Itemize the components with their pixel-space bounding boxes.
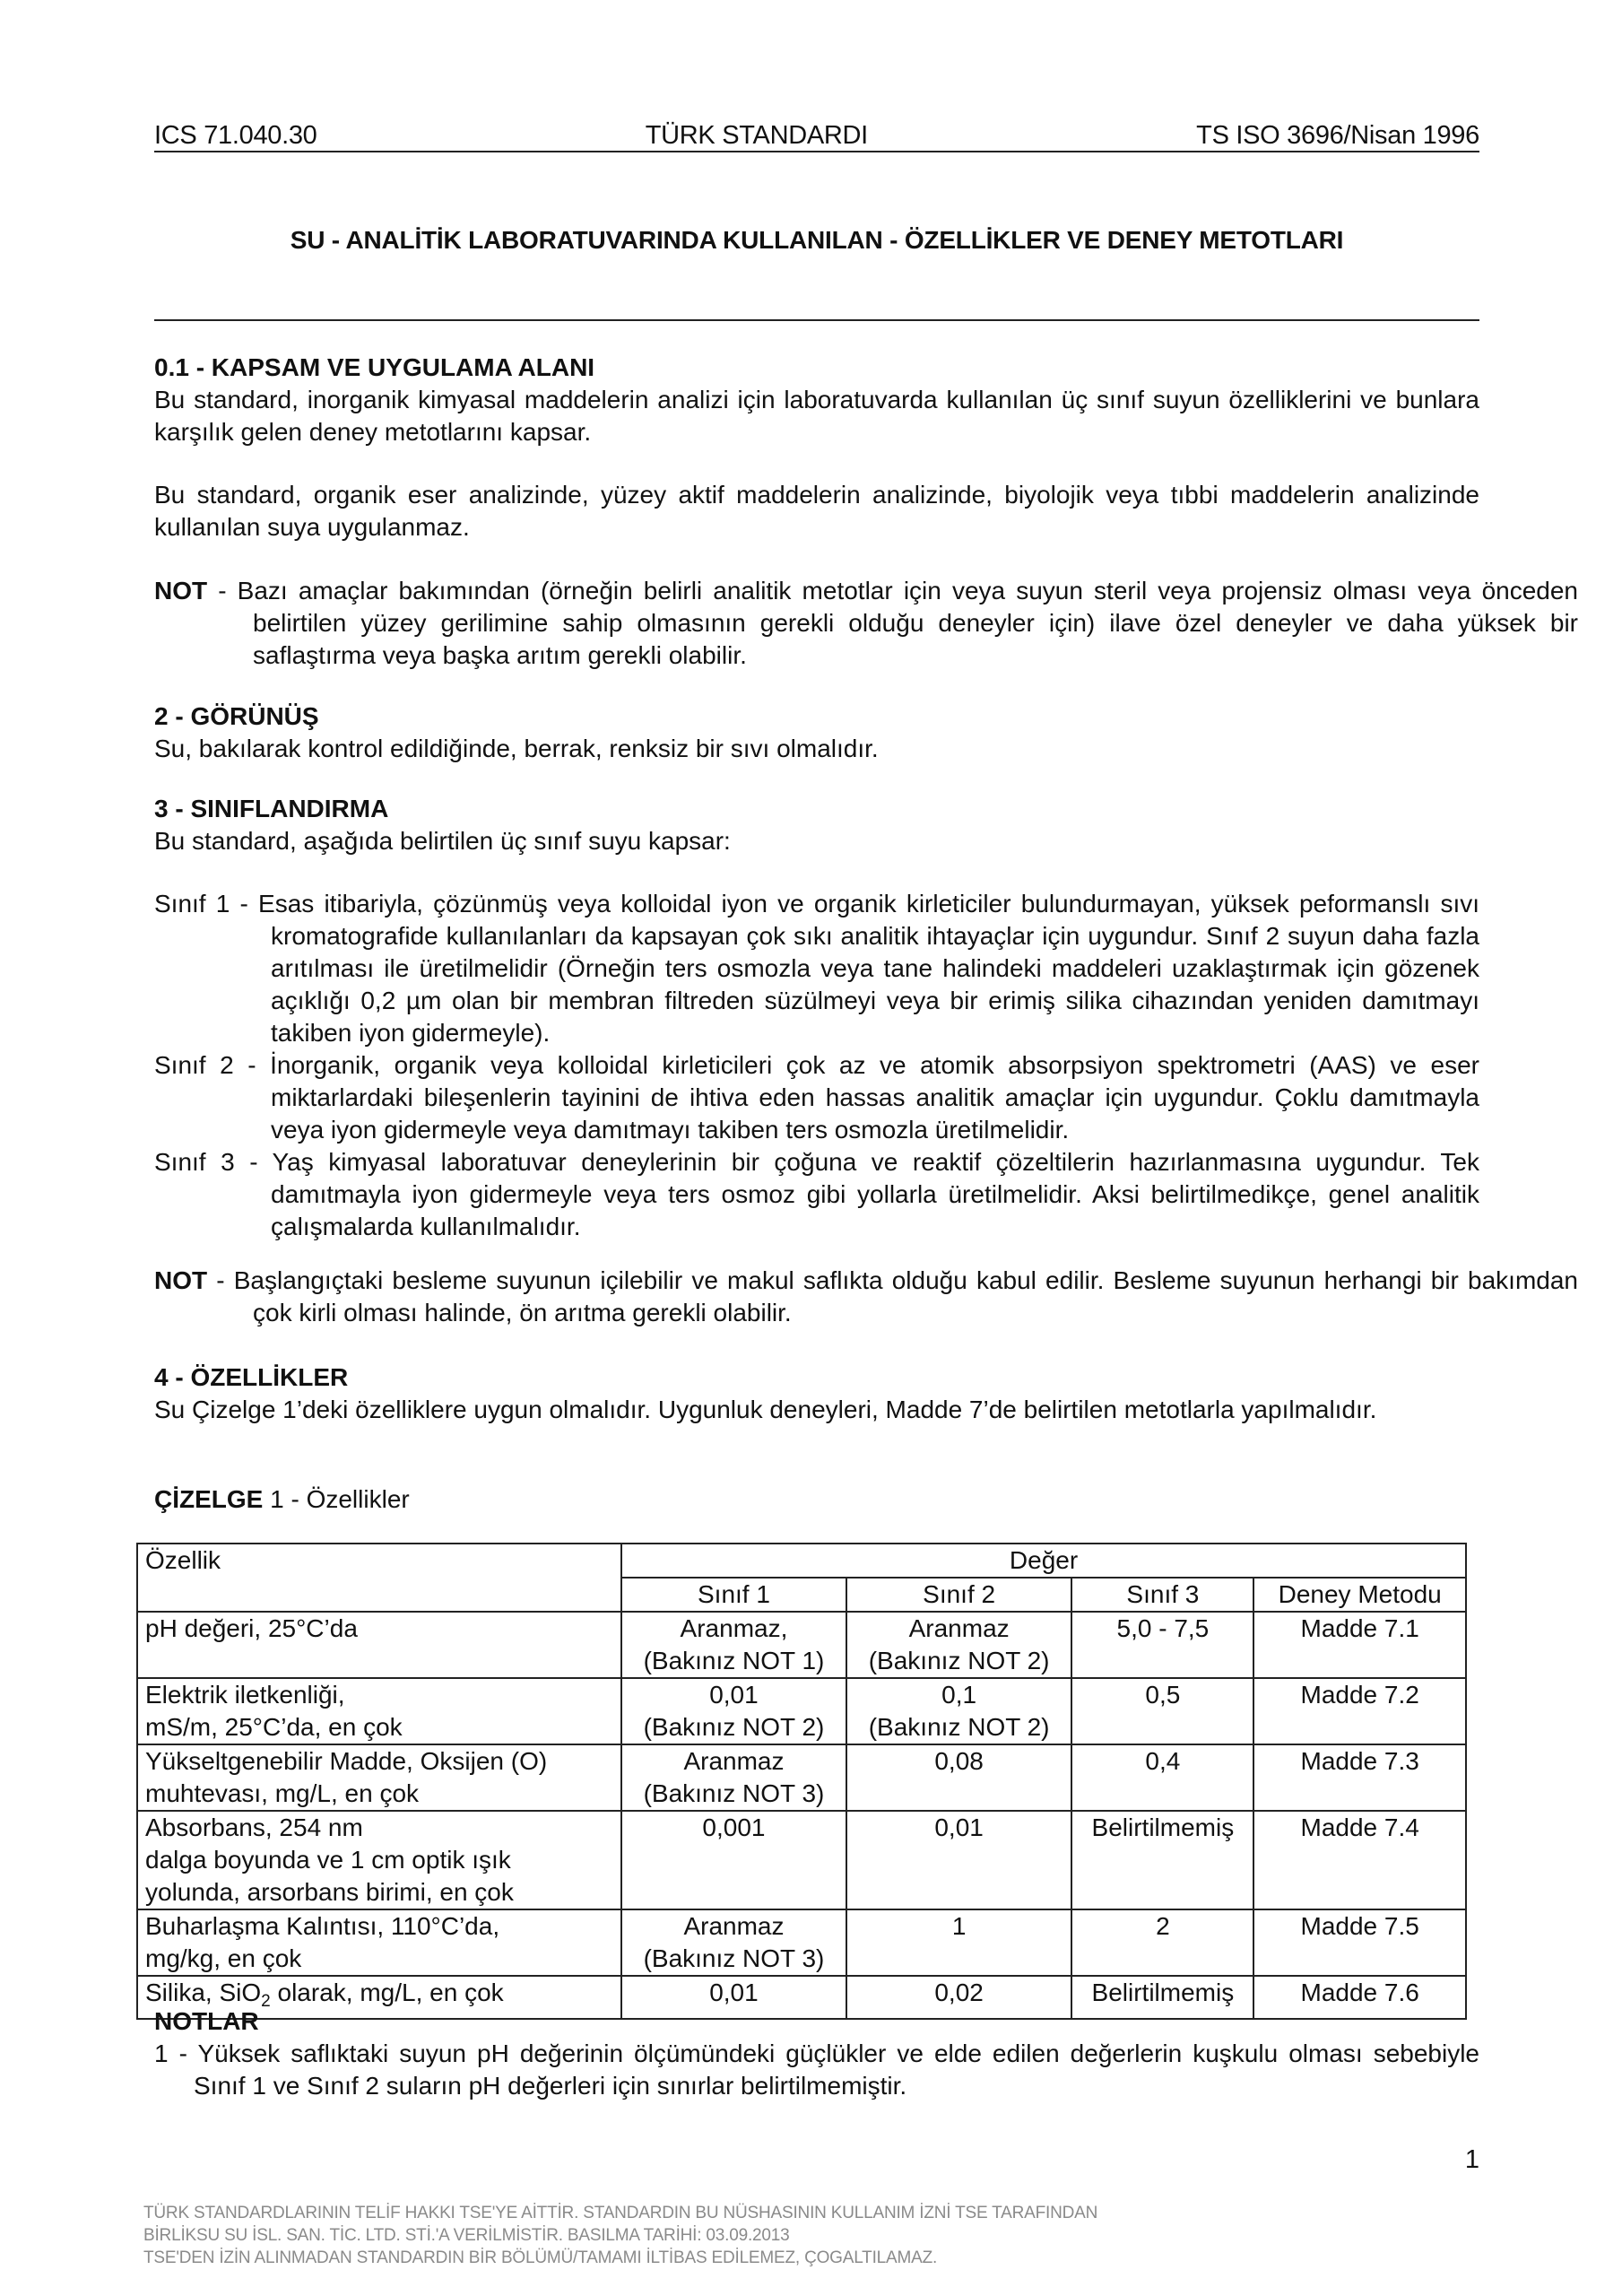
header-method: Deney Metodu	[1253, 1578, 1466, 1612]
class-text: İnorganik, organik veya kolloidal kirleticileri çok az ve atomik absorpsiyon spektrometri (AAS) ve eser miktarlardaki bileşenlerin tayinini de ihtiva eden hassas analitik amaçlar için uygundur. Çoklu damıtmayla veya iyon gidermeyle veya damıtmayı takiben ters osmozla üretilmelidir.	[270, 1051, 1479, 1144]
cell-method: Madde 7.3	[1253, 1744, 1466, 1811]
cell-class2: 0,01	[846, 1811, 1072, 1909]
header-value: Değer	[621, 1544, 1466, 1578]
section-heading: 4 - ÖZELLİKLER	[154, 1363, 349, 1391]
paragraph: Bu standard, organik eser analizinde, yüzey aktif maddelerin analizinde, biyolojik veya tıbbi maddelerin analizinde kullanılan suya uygulanmaz.	[154, 481, 1479, 541]
section-heading: 3 - SINIFLANDIRMA	[154, 795, 389, 822]
standard-number: TS ISO 3696/Nisan 1996	[1196, 121, 1479, 150]
table-row	[137, 1811, 1466, 1909]
properties-table	[136, 1543, 1467, 2020]
cell-method: Madde 7.6	[1253, 1976, 1466, 2019]
class-item-2	[154, 1049, 1479, 1146]
note-classification	[154, 1265, 1578, 1329]
table-row	[137, 1612, 1466, 1678]
cell-class3: 5,0 - 7,5	[1071, 1612, 1253, 1678]
note-scope	[154, 575, 1578, 672]
cell-property: Yükseltgenebilir Madde, Oksijen (O) muhtevası, mg/L, en çok	[137, 1744, 621, 1811]
subscript: 2	[261, 1992, 271, 2011]
class-item-1	[154, 888, 1479, 1049]
note-item-1	[154, 2038, 1479, 2102]
section-appearance	[154, 700, 1479, 765]
cell-class2: Aranmaz (Bakınız NOT 2)	[846, 1612, 1072, 1678]
page-number: 1	[1464, 2145, 1479, 2174]
class-list	[154, 888, 1479, 1243]
paragraph: Su Çizelge 1’deki özelliklere uygun olmalıdır. Uygunluk deneyleri, Madde 7’de belirtilen metotlarla yapılmalıdır.	[154, 1396, 1377, 1423]
standard-type: TÜRK STANDARDI	[645, 121, 868, 150]
section-classification	[154, 793, 1479, 857]
cell-method: Madde 7.1	[1253, 1612, 1466, 1678]
table-header-row	[137, 1544, 1466, 1578]
header-class2: Sınıf 2	[846, 1578, 1072, 1612]
document-title: SU - ANALİTİK LABORATUVARINDA KULLANILAN - ÖZELLİKLER VE DENEY METOTLARI	[290, 226, 1344, 254]
cell-property: Absorbans, 254 nm dalga boyunda ve 1 cm optik ışık yolunda, arsorbans birimi, en çok	[137, 1811, 621, 1909]
cell-class3: Belirtilmemiş	[1071, 1811, 1253, 1909]
header-rule	[154, 151, 1479, 152]
cell-property: Elektrik iletkenliği, mS/m, 25°C’da, en çok	[137, 1678, 621, 1744]
note-text: - Başlangıçtaki besleme suyunun içilebilir ve makul saflıkta olduğu kabul edilir. Besleme suyunun herhangi bir bakımdan çok kirli olması halinde, ön arıtma gerekli olabilir.	[207, 1266, 1578, 1326]
notes-section	[154, 2005, 1479, 2102]
page-header	[154, 115, 1479, 151]
table-row	[137, 1678, 1466, 1744]
cell-class3: 0,4	[1071, 1744, 1253, 1811]
header-class1: Sınıf 1	[621, 1578, 846, 1612]
cell-class2: 1	[846, 1909, 1072, 1976]
paragraph: Bu standard, inorganik kimyasal maddelerin analizi için laboratuvarda kullanılan üç sınıf suyun özelliklerini ve bunlara karşılık gelen deney metotlarını kapsar.	[154, 386, 1479, 446]
class-text: Esas itibariyla, çözünmüş veya kolloidal iyon ve organik kirleticiler bulundurmayan, yüksek peformanslı sıvı kromatografide kullanılanları da kapsayan çok sıkı analitik ihtayaçlar için uygundur. Sınıf 2 suyun daha fazla arıtılması ile üretilmelidir (Örneğin ters osmozla veya tane halindeki maddeleri uzaklaştırmak için gözenek açıklığı 0,2 µm olan bir membran filtreden süzülmeyi veya bir erimiş silika cihazından yeniden damıtmayı takiben iyon gidermeyle).	[258, 890, 1480, 1047]
cell-property: Buharlaşma Kalıntısı, 110°C’da, mg/kg, en çok	[137, 1909, 621, 1976]
footer-line: BİRLİKSU SU İSL. SAN. TİC. LTD. STİ.'A VERİLMİSTİR. BASILMA TARİHİ: 03.09.2013	[143, 2226, 790, 2245]
class-label: Sınıf 1 -	[154, 890, 259, 918]
table-row	[137, 1744, 1466, 1811]
cell-class1: 0,01 (Bakınız NOT 2)	[621, 1678, 846, 1744]
note-label: NOT	[154, 577, 208, 604]
cell-method: Madde 7.4	[1253, 1811, 1466, 1909]
cell-class1: 0,01	[621, 1976, 846, 2019]
section-heading: 0.1 - KAPSAM VE UYGULAMA ALANI	[154, 353, 595, 381]
section-properties	[154, 1361, 1479, 1426]
copyright-footer	[143, 2202, 1309, 2269]
note-number: 1 -	[154, 2039, 198, 2067]
cell-property: Silika, SiO$_2$ olarak, mg/L, en çok	[137, 1976, 621, 2019]
header-property: Özellik	[137, 1544, 621, 1612]
cell-class1: Aranmaz (Bakınız NOT 3)	[621, 1909, 846, 1976]
table-caption-label: ÇİZELGE	[154, 1485, 264, 1513]
section-scope	[154, 352, 1479, 448]
title-rule	[154, 319, 1479, 321]
footer-line: TSE'DEN İZİN ALINMADAN STANDARDIN BİR BÖLÜMÜ/TAMAMI İLTİBAS EDİLEMEZ, ÇOGALTILAMAZ.	[143, 2248, 938, 2267]
paragraph: Bu standard, aşağıda belirtilen üç sınıf suyu kapsar:	[154, 827, 731, 855]
section-heading: 2 - GÖRÜNÜŞ	[154, 702, 319, 730]
class-label: Sınıf 2 -	[154, 1051, 271, 1079]
note-text: Yüksek saflıktaki suyun pH değerinin ölçümündeki güçlükler ve elde edilen değerlerin kuşkulu olması sebebiyle Sınıf 1 ve Sınıf 2 suların pH değerleri için sınırlar belirtilmemiştir.	[194, 2039, 1480, 2100]
table-row	[137, 1909, 1466, 1976]
note-label: NOT	[154, 1266, 208, 1294]
cell-property: pH değeri, 25°C’da	[137, 1612, 621, 1678]
cell-method: Madde 7.2	[1253, 1678, 1466, 1744]
cell-class1: Aranmaz, (Bakınız NOT 1)	[621, 1612, 846, 1678]
ics-code: ICS 71.040.30	[154, 121, 317, 150]
footer-line: TÜRK STANDARDLARININ TELİF HAKKI TSE'YE AİTTİR. STANDARDIN BU NÜSHASININ KULLANIM İZNİ TSE TARAFINDAN	[143, 2204, 1098, 2222]
note-text: - Bazı amaçlar bakımından (örneğin belirli analitik metotlar için veya suyun steril veya projensiz olması veya önceden belirtilen yüzey gerilimine sahip olmasının gerekli olduğu deneyler için) ilave özel deneyler ve daha yüksek bir saflaştırma veya başka arıtım gerekli olabilir.	[207, 577, 1578, 669]
class-text: Yaş kimyasal laboratuvar deneylerinin bir çoğuna ve reaktif çözeltilerin hazırlanmasına uygundur. Tek damıtmayla iyon gidermeyle veya ters osmoz gibi yollarla üretilmelidir. Aksi belirtilmedikçe, genel analitik çalışmalarda kullanılmalıdır.	[271, 1148, 1479, 1240]
cell-method: Madde 7.5	[1253, 1909, 1466, 1976]
paragraph: Su, bakılarak kontrol edildiğinde, berrak, renksiz bir sıvı olmalıdır.	[154, 735, 879, 762]
cell-class2: 0,1 (Bakınız NOT 2)	[846, 1678, 1072, 1744]
cell-class3: 2	[1071, 1909, 1253, 1976]
cell-class1: 0,001	[621, 1811, 846, 1909]
table-caption-text: 1 - Özellikler	[263, 1485, 410, 1513]
notes-heading: NOTLAR	[154, 2007, 259, 2035]
cell-class2: 0,02	[846, 1976, 1072, 2019]
class-label: Sınıf 3 -	[154, 1148, 273, 1176]
table-caption	[154, 1483, 1479, 1516]
header-class3: Sınıf 3	[1071, 1578, 1253, 1612]
cell-class2: 0,08	[846, 1744, 1072, 1811]
cell-class1: Aranmaz (Bakınız NOT 3)	[621, 1744, 846, 1811]
cell-class3: Belirtilmemiş	[1071, 1976, 1253, 2019]
cell-class3: 0,5	[1071, 1678, 1253, 1744]
class-item-3	[154, 1146, 1479, 1243]
